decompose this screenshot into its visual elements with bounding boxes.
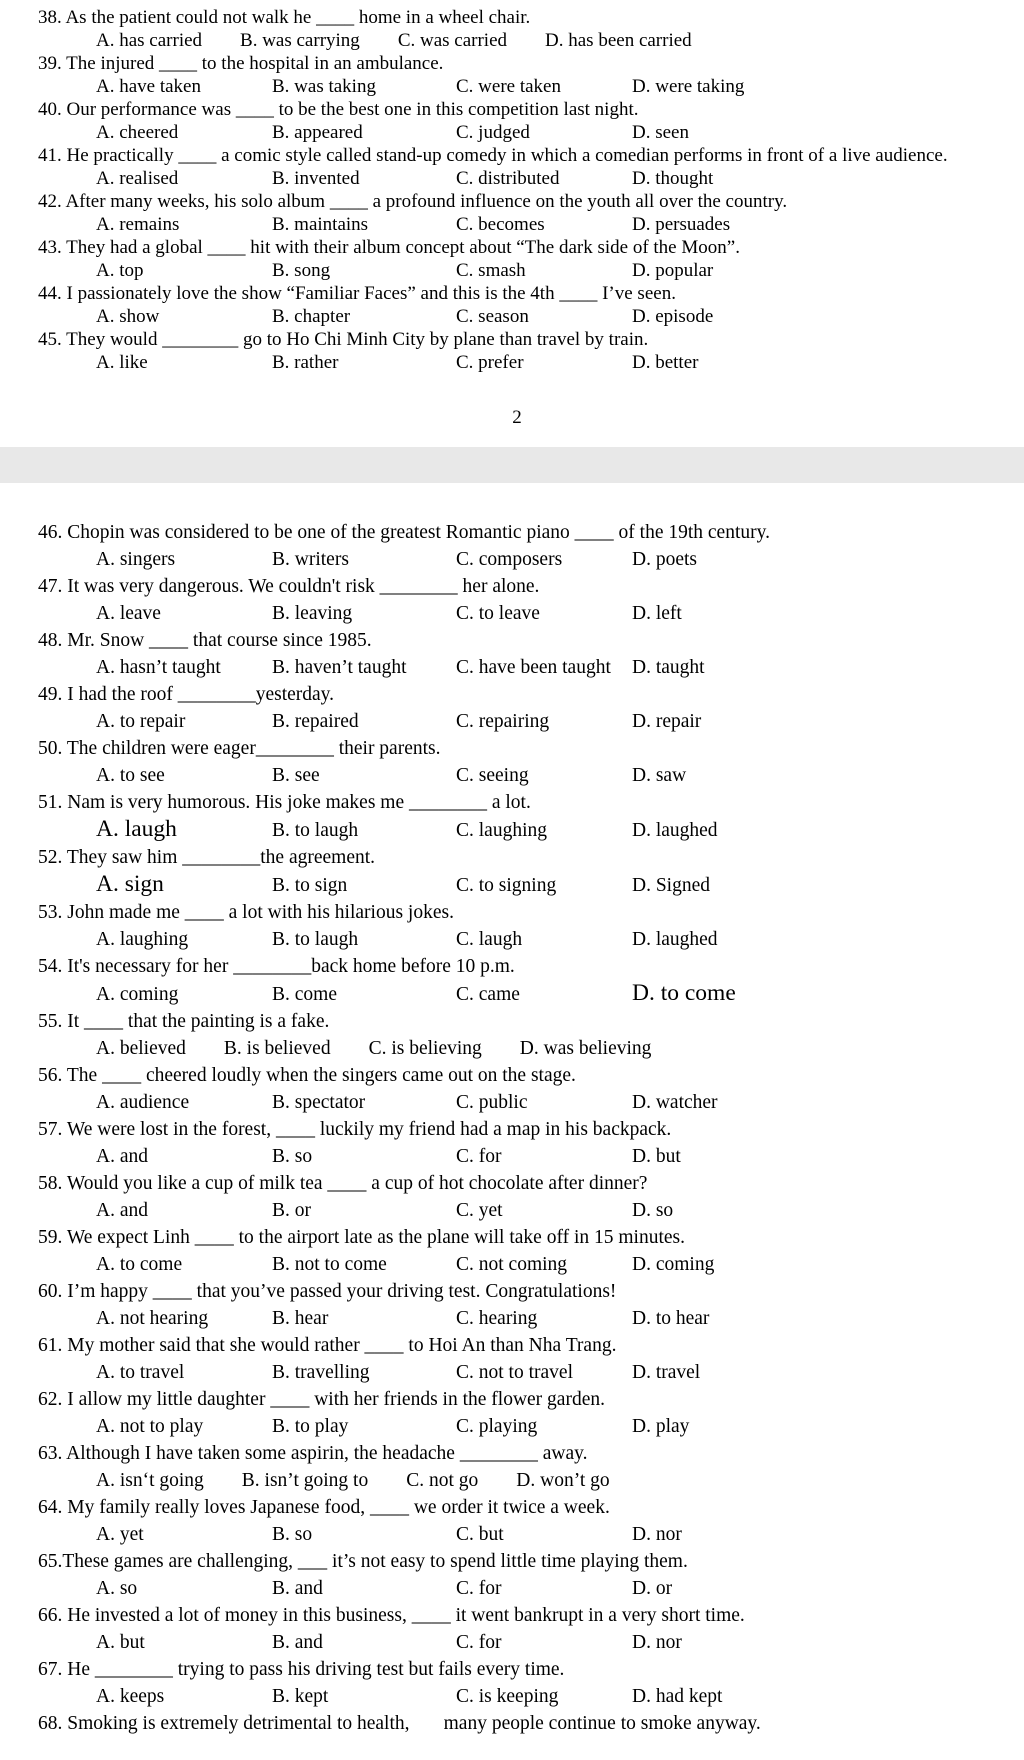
option-B: B. and [272,1632,323,1653]
options-row [38,871,996,899]
page-1-bottom [0,0,1024,429]
option-B: B. appeared [272,122,363,143]
question-text: 43. They had a global ____ hit with their album concept about “The dark side of the Moon”. [38,237,740,258]
option-A: A. not hearing [96,1308,209,1329]
option-D: D. taught [632,657,705,678]
question [38,328,996,374]
options-row [38,75,996,98]
question-text: 62. I allow my little daughter ____ with her friends in the flower garden. [38,1389,605,1410]
option-C: C. judged [456,122,530,143]
question-text: 65.These games are challenging, ___ it’s not easy to spend little time playing them. [38,1551,688,1572]
question [38,789,996,844]
question-text: 39. The injured ____ to the hospital in an ambulance. [38,53,444,74]
option-B: B. isn’t going to [241,1470,369,1491]
option-B: B. so [272,1146,313,1167]
option-B: B. haven’t taught [272,657,407,678]
option-A: A. so [96,1578,138,1599]
question-text: 48. Mr. Snow ____ that course since 1985. [38,630,372,651]
option-A: A. coming [96,984,179,1005]
option-C: C. laughing [456,820,547,841]
question-text: 51. Nam is very humorous. His joke makes me ________ a lot. [38,792,531,813]
option-C: C. season [456,306,529,327]
options-row [38,1467,996,1494]
option-A: A. singers [96,549,176,570]
question [38,1602,996,1656]
question-text: 59. We expect Linh ____ to the airport late as the plane will take off in 15 minutes. [38,1227,686,1248]
option-C: C. repairing [456,711,550,732]
question [38,844,996,899]
question [38,681,996,735]
option-A: A. show [96,306,160,327]
question [38,1170,996,1224]
option-A: A. to repair [96,711,186,732]
option-D: D. better [632,352,699,373]
option-B: B. see [272,765,320,786]
question-text: 46. Chopin was considered to be one of the greatest Romantic piano ____ of the 19th century. [38,522,770,543]
options-row [38,926,996,953]
option-D: D. had kept [632,1686,723,1707]
question-text: 53. John made me ____ a lot with his hilarious jokes. [38,902,454,923]
option-D: D. travel [632,1362,701,1383]
option-B: B. to laugh [272,820,359,841]
option-B: B. chapter [272,306,351,327]
question [38,144,996,190]
question [38,1710,996,1737]
option-B: B. hear [272,1308,329,1329]
options-row [38,121,996,144]
option-C: C. smash [456,260,526,281]
options-row [38,1305,996,1332]
option-C: C. were taken [456,76,561,97]
options-row [38,708,996,735]
option-A: A. laughing [96,929,189,950]
option-A: A. have taken [96,76,201,97]
option-C: C. not go [406,1470,479,1491]
option-C: C. prefer [456,352,524,373]
option-A: A. but [96,1632,145,1653]
options-row [38,816,996,844]
option-D: D. laughed [632,929,718,950]
question [38,98,996,144]
option-B: B. leaving [272,603,353,624]
question [38,1440,996,1494]
question-text: 42. After many weeks, his solo album ____ a profound influence on the youth all over the country. [38,191,788,212]
option-A: A. audience [96,1092,190,1113]
option-A: A. to see [96,765,165,786]
question [38,1008,996,1062]
question-text: 44. I passionately love the show “Familiar Faces” and this is the 4th ____ I’ve seen. [38,283,676,304]
question [38,1062,996,1116]
options-row [38,1089,996,1116]
options-row [38,29,996,52]
question [38,1116,996,1170]
option-B: B. rather [272,352,339,373]
option-D: D. or [632,1578,673,1599]
options-row [38,259,996,282]
question-text: 55. It ____ that the painting is a fake. [38,1011,330,1032]
question-text: 61. My mother said that she would rather ____ to Hoi An than Nha Trang. [38,1335,617,1356]
question-text: 41. He practically ____ a comic style called stand-up comedy in which a comedian performs in front of a live audience. [38,145,948,166]
question-text: 50. The children were eager________ their parents. [38,738,441,759]
option-D: D. to come [632,980,736,1006]
question-text: 57. We were lost in the forest, ____ luckily my friend had a map in his backpack. [38,1119,672,1140]
question-text: 38. As the patient could not walk he ____ home in a wheel chair. [38,7,531,28]
question [38,1656,996,1710]
option-B: B. writers [272,549,349,570]
option-A: A. leave [96,603,161,624]
question-text: 52. They saw him ________the agreement. [38,847,376,868]
options-row [38,1035,996,1062]
option-B: B. travelling [272,1362,370,1383]
option-B: B. kept [272,1686,329,1707]
options-row [38,1575,996,1602]
option-B: B. is believed [223,1038,331,1059]
option-C: C. not coming [456,1254,568,1275]
question [38,1494,996,1548]
question-text: 60. I’m happy ____ that you’ve passed your driving test. Congratulations! [38,1281,617,1302]
option-D: D. but [632,1146,681,1167]
options-row [38,1197,996,1224]
option-C: C. not to travel [456,1362,573,1383]
option-C: C. becomes [456,214,545,235]
question [38,899,996,953]
option-B: B. maintains [272,214,369,235]
question [38,1386,996,1440]
options-row [38,1359,996,1386]
options-row [38,1143,996,1170]
option-B: B. come [272,984,337,1005]
options-row [38,1251,996,1278]
option-A: A. sign [96,871,164,897]
option-A: A. to travel [96,1362,185,1383]
question-text: 40. Our performance was ____ to be the best one in this competition last night. [38,99,639,120]
option-A: A. laugh [96,816,177,842]
question-text: 58. Would you like a cup of milk tea ____ a cup of hot chocolate after dinner? [38,1173,648,1194]
option-D: D. to hear [632,1308,710,1329]
options-row [38,762,996,789]
option-D: D. nor [632,1632,682,1653]
option-D: D. nor [632,1524,682,1545]
option-B: B. to sign [272,875,348,896]
page-2-top [0,483,1024,1737]
option-C: C. for [456,1578,502,1599]
option-B: B. so [272,1524,313,1545]
question [38,282,996,328]
option-C: C. seeing [456,765,529,786]
option-C: C. is keeping [456,1686,559,1707]
option-C: C. yet [456,1200,503,1221]
question-text: 64. My family really loves Japanese food, ____ we order it twice a week. [38,1497,610,1518]
option-B: B. was carrying [240,30,360,51]
option-C: C. is believing [368,1038,482,1059]
option-D: D. Signed [632,875,710,896]
option-D: D. persuades [632,214,731,235]
option-A: A. isn‘t going [96,1470,204,1491]
question [38,52,996,98]
option-C: C. for [456,1146,502,1167]
option-A: A. hasn’t taught [96,657,221,678]
options-row [38,546,996,573]
options-row [38,600,996,627]
question [38,953,996,1008]
options-row [38,167,996,190]
option-D: D. poets [632,549,697,570]
option-D: D. were taking [632,76,745,97]
question [38,236,996,282]
options-row [38,305,996,328]
option-B: B. to laugh [272,929,359,950]
question-text: 54. It's necessary for her ________back home before 10 p.m. [38,956,515,977]
option-A: A. believed [96,1038,186,1059]
question-text: 56. The ____ cheered loudly when the singers came out on the stage. [38,1065,576,1086]
option-B: B. spectator [272,1092,366,1113]
page-separator [0,447,1024,483]
question [38,6,996,52]
option-C: C. have been taught [456,657,611,678]
option-C: C. distributed [456,168,560,189]
option-B: B. or [272,1200,311,1221]
question-text: 45. They would ________ go to Ho Chi Minh City by plane than travel by train. [38,329,649,350]
question [38,573,996,627]
option-B: B. and [272,1578,323,1599]
options-row [38,1521,996,1548]
option-C: C. for [456,1632,502,1653]
option-B: B. not to come [272,1254,387,1275]
option-C: C. hearing [456,1308,538,1329]
page-number: 2 [512,407,522,428]
option-D: D. so [632,1200,674,1221]
option-B: B. invented [272,168,360,189]
option-C: C. composers [456,549,563,570]
options-row [38,1629,996,1656]
option-D: D. won’t go [516,1470,610,1491]
option-D: D. episode [632,306,714,327]
option-A: A. and [96,1200,148,1221]
option-B: B. to play [272,1416,349,1437]
question-text: 63. Although I have taken some aspirin, the headache ________ away. [38,1443,588,1464]
option-D: D. popular [632,260,714,281]
option-A: A. like [96,352,148,373]
option-A: A. not to play [96,1416,204,1437]
option-C: C. to leave [456,603,540,624]
option-A: A. remains [96,214,180,235]
option-D: D. repair [632,711,702,732]
option-C: C. laugh [456,929,523,950]
question [38,735,996,789]
option-D: D. left [632,603,682,624]
option-D: D. has been carried [545,30,692,51]
option-D: D. watcher [632,1092,718,1113]
options-row [38,1683,996,1710]
option-C: C. was carried [397,30,508,51]
question-text: 66. He invested a lot of money in this business, ____ it went bankrupt in a very short time. [38,1605,745,1626]
option-B: B. was taking [272,76,376,97]
option-C: C. to signing [456,875,557,896]
option-D: D. was believing [519,1038,652,1059]
option-D: D. seen [632,122,689,143]
option-A: A. keeps [96,1686,165,1707]
option-A: A. to come [96,1254,183,1275]
options-row [38,213,996,236]
question [38,190,996,236]
question-text: 67. He ________ trying to pass his driving test but fails every time. [38,1659,565,1680]
option-D: D. coming [632,1254,715,1275]
option-D: D. thought [632,168,714,189]
options-row [38,654,996,681]
option-A: A. and [96,1146,148,1167]
options-row [38,1413,996,1440]
question-text: 68. Smoking is extremely detrimental to health, many people continue to smoke anyway. [38,1713,761,1734]
option-D: D. play [632,1416,690,1437]
option-C: C. came [456,984,520,1005]
option-A: A. top [96,260,144,281]
option-D: D. laughed [632,820,718,841]
options-row [38,980,996,1008]
question [38,627,996,681]
option-C: C. playing [456,1416,538,1437]
question-text: 49. I had the roof ________yesterday. [38,684,335,705]
question [38,519,996,573]
question [38,1548,996,1602]
option-A: A. cheered [96,122,179,143]
option-B: B. repaired [272,711,359,732]
option-C: C. but [456,1524,504,1545]
option-A: A. realised [96,168,179,189]
question [38,1224,996,1278]
options-row [38,351,996,374]
question [38,1278,996,1332]
question-text: 47. It was very dangerous. We couldn't risk ________ her alone. [38,576,540,597]
option-C: C. public [456,1092,528,1113]
question [38,1332,996,1386]
option-D: D. saw [632,765,687,786]
option-B: B. song [272,260,331,281]
option-A: A. yet [96,1524,144,1545]
option-A: A. has carried [96,30,203,51]
